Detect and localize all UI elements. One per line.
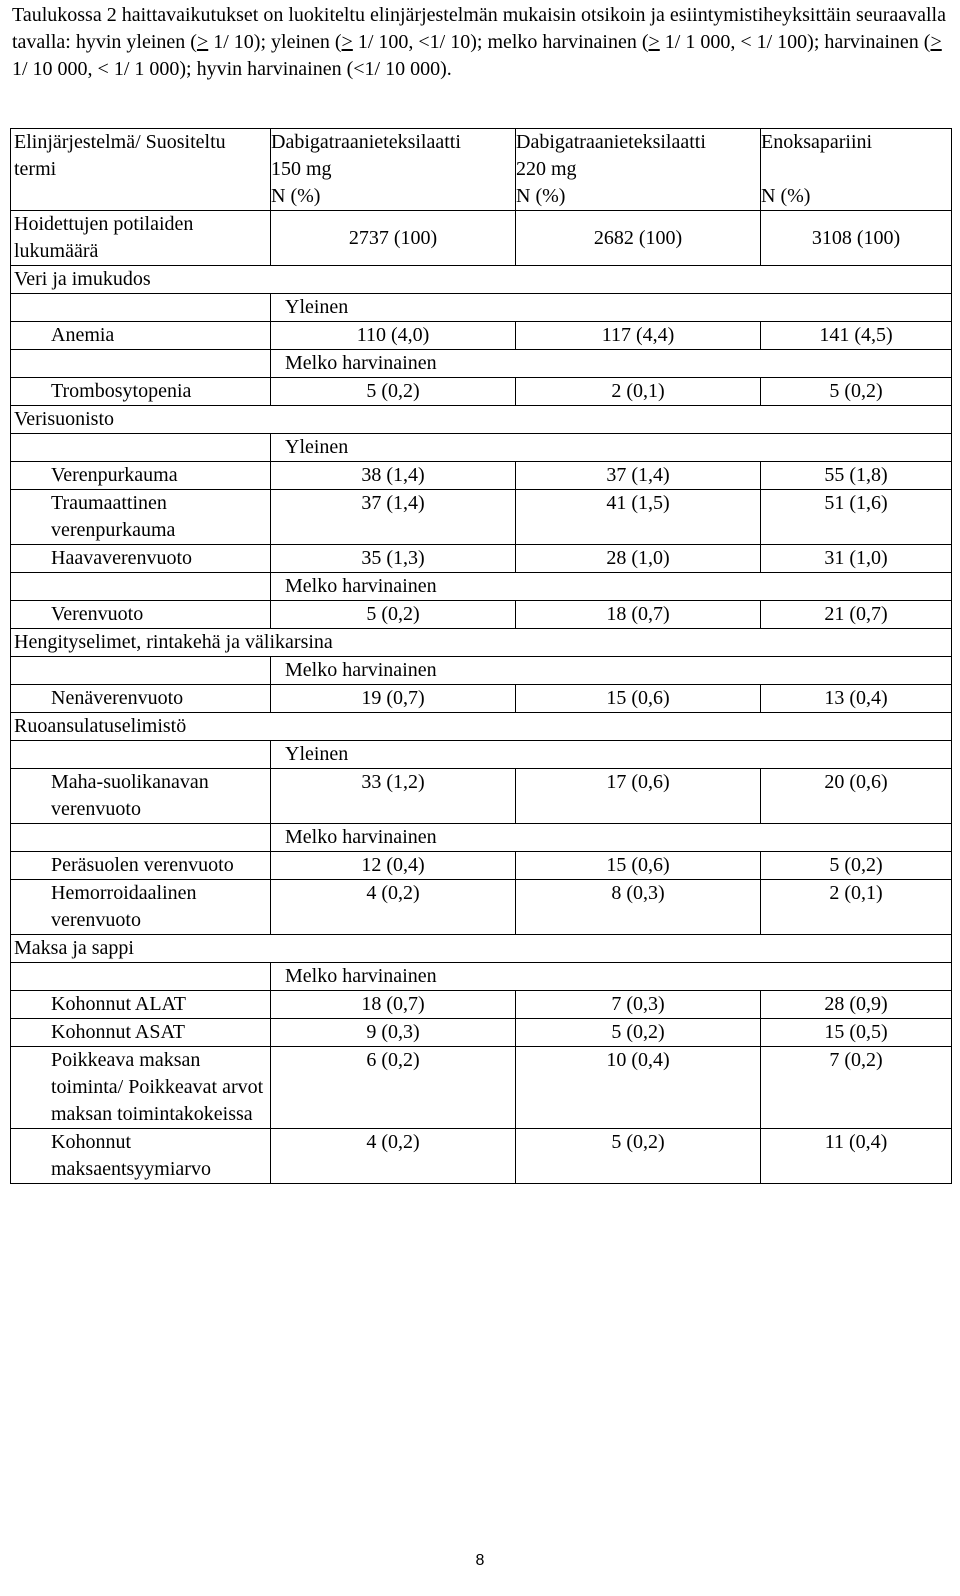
patients-dabi220: 2682 (100) — [516, 211, 761, 266]
system-label: Hengityselimet, rintakehä ja välikarsina — [11, 629, 952, 657]
table-row: Peräsuolen verenvuoto 12 (0,4) 15 (0,6) 5 (0,2) — [11, 852, 952, 880]
frequency-row — [11, 741, 952, 769]
frequency-label: Yleinen — [271, 434, 952, 462]
system-row — [11, 266, 952, 294]
ge-symbol: > — [196, 31, 209, 53]
ge-symbol: > — [930, 31, 942, 53]
system-label: Maksa ja sappi — [11, 935, 952, 963]
table-row: Maha-suolikanavan verenvuoto 33 (1,2) 17 (0,6) 20 (0,6) — [11, 769, 952, 824]
header-cell-dabi150: Dabigatraanieteksilaatti 150 mg N (%) — [271, 129, 516, 211]
table-row: Hemorroidaalinen verenvuoto 4 (0,2) 8 (0,3) 2 (0,1) — [11, 880, 952, 935]
frequency-label: Melko harvinainen — [271, 350, 952, 378]
table-row: Kohonnut ALAT 18 (0,7) 7 (0,3) 28 (0,9) — [11, 991, 952, 1019]
frequency-row — [11, 963, 952, 991]
ge-symbol: > — [648, 31, 660, 53]
frequency-row — [11, 657, 952, 685]
table-row: Anemia 110 (4,0) 117 (4,4) 141 (4,5) — [11, 322, 952, 350]
ge-symbol: > — [341, 31, 353, 53]
frequency-label: Yleinen — [271, 294, 952, 322]
table-row: Haavaverenvuoto 35 (1,3) 28 (1,0) 31 (1,0) — [11, 545, 952, 573]
system-label: Ruoansulatuselimistö — [11, 713, 952, 741]
system-row — [11, 406, 952, 434]
table-row: Kohonnut ASAT 9 (0,3) 5 (0,2) 15 (0,5) — [11, 1019, 952, 1047]
table-row: Verenpurkauma 38 (1,4) 37 (1,4) 55 (1,8) — [11, 462, 952, 490]
frequency-row — [11, 294, 952, 322]
intro-paragraph: Taulukossa 2 haittavaikutukset on luokiteltu elinjärjestelmän mukaisin otsikoin ja esiintymistiheyksittäin seuraavalla tavalla: hyvin yleinen (> 1/ 10); yleinen (> 1/ 100, <1/ 10); melko harvinainen (> 1/ 1 000, < 1/ 100); harvinainen (> 1/ 10 000, < 1/ 1 000); hyvin harvinainen (<1/ 10 000). — [12, 4, 946, 80]
system-row — [11, 629, 952, 657]
table-header-row — [11, 129, 952, 211]
system-row — [11, 935, 952, 963]
patients-row — [11, 211, 952, 266]
table-row: Poikkeava maksan toiminta/ Poikkeavat arvot maksan toimintakokeissa 6 (0,2) 10 (0,4) 7 (0,2) — [11, 1047, 952, 1129]
frequency-label: Yleinen — [271, 741, 952, 769]
system-label: Veri ja imukudos — [11, 266, 952, 294]
table-row: Verenvuoto 5 (0,2) 18 (0,7) 21 (0,7) — [11, 601, 952, 629]
header-cell-dabi220: Dabigatraanieteksilaatti 220 mg N (%) — [516, 129, 761, 211]
table-row: Nenäverenvuoto 19 (0,7) 15 (0,6) 13 (0,4) — [11, 685, 952, 713]
frequency-label: Melko harvinainen — [271, 824, 952, 852]
frequency-label: Melko harvinainen — [271, 963, 952, 991]
system-row — [11, 713, 952, 741]
patients-dabi150: 2737 (100) — [271, 211, 516, 266]
frequency-row — [11, 434, 952, 462]
page-number: 8 — [475, 1552, 485, 1569]
frequency-row — [11, 573, 952, 601]
header-cell-system: Elinjärjestelmä/ Suositeltu termi — [11, 129, 271, 211]
table-row: Kohonnut maksaentsyymiarvo 4 (0,2) 5 (0,2) 11 (0,4) — [11, 1129, 952, 1184]
frequency-label: Melko harvinainen — [271, 657, 952, 685]
frequency-row — [11, 350, 952, 378]
frequency-label: Melko harvinainen — [271, 573, 952, 601]
table-row: Trombosytopenia 5 (0,2) 2 (0,1) 5 (0,2) — [11, 378, 952, 406]
table-row: Traumaattinen verenpurkauma 37 (1,4) 41 (1,5) 51 (1,6) — [11, 490, 952, 545]
header-cell-enoxaparin: Enoksapariini N (%) — [761, 129, 952, 211]
patients-enoxaparin: 3108 (100) — [761, 211, 952, 266]
patients-label: Hoidettujen potilaiden lukumäärä — [11, 211, 271, 266]
adverse-events-table — [10, 128, 952, 1184]
frequency-row — [11, 824, 952, 852]
system-label: Verisuonisto — [11, 406, 952, 434]
